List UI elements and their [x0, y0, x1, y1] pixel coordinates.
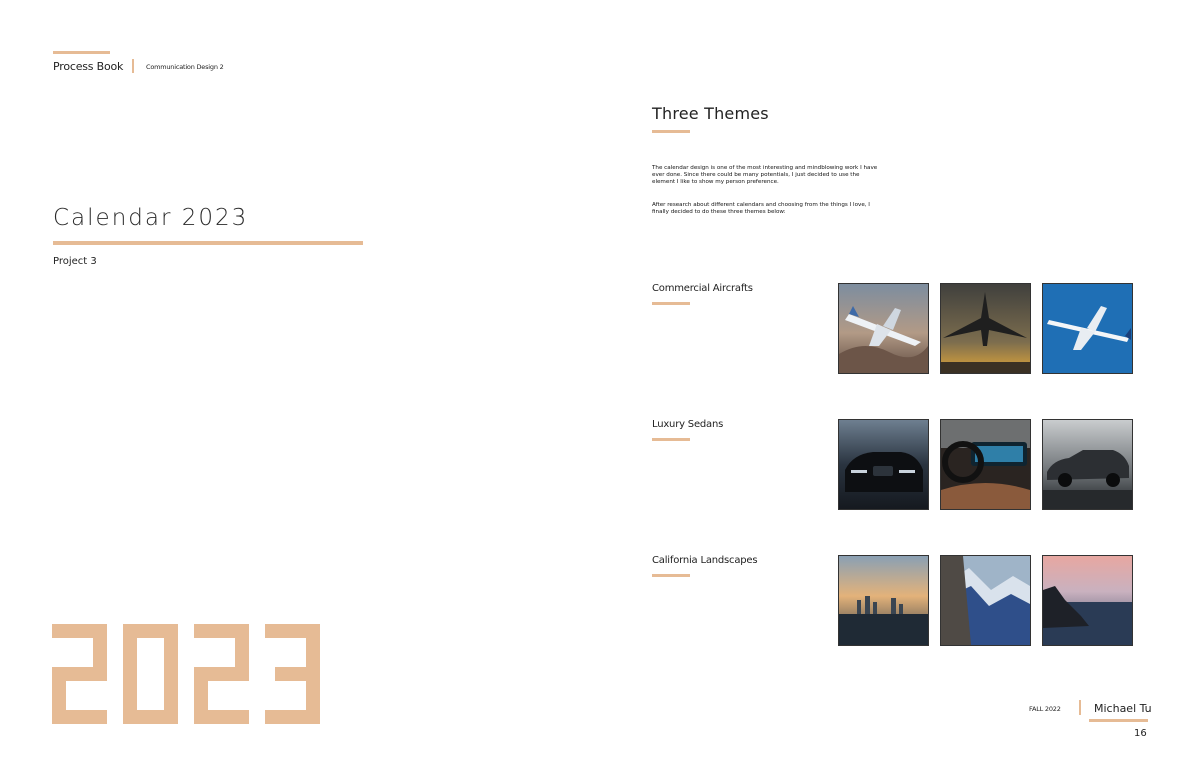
- landscape-photo-1: [838, 555, 929, 646]
- section-title-underline: [652, 130, 690, 133]
- landscape-photo-3: [1042, 555, 1133, 646]
- sedan-photo-3: [1042, 419, 1133, 510]
- intro-paragraph-2: After research about different calendars and choosing from the things I love, I finally decided to do these three themes below:: [652, 202, 870, 215]
- title-underline: [53, 241, 363, 245]
- course-name: Communication Design 2: [146, 63, 224, 71]
- theme-underline-landscapes: [652, 574, 690, 577]
- footer-underline: [1089, 719, 1148, 722]
- footer-author: Michael Tu: [1094, 702, 1152, 715]
- header-separator: [132, 59, 134, 73]
- sedan-photo-1: [838, 419, 929, 510]
- theme-label-sedans: Luxury Sedans: [652, 419, 724, 430]
- aircraft-photo-2: [940, 283, 1031, 374]
- header-accent-bar: [53, 51, 110, 54]
- intro-paragraph-1: The calendar design is one of the most interesting and mindblowing work I have ever done. Since there could be many potentials, I just decided to use the element I like to show my person preference.: [652, 165, 878, 185]
- footer-separator: [1079, 700, 1081, 715]
- book-title: Process Book: [53, 60, 124, 73]
- theme-label-aircraft: Commercial Aircrafts: [652, 283, 753, 294]
- big-year-text: [320, 624, 321, 625]
- project-label: Project 3: [53, 256, 97, 267]
- page-number: 16: [1134, 728, 1147, 739]
- theme-underline-aircraft: [652, 302, 690, 305]
- aircraft-photo-3: [1042, 283, 1133, 374]
- aircraft-photo-1: [838, 283, 929, 374]
- page-title: Calendar 2023: [53, 205, 249, 231]
- theme-label-landscapes: California Landscapes: [652, 555, 758, 566]
- section-title: Three Themes: [652, 104, 769, 123]
- footer-season: FALL 2022: [1029, 705, 1061, 713]
- landscape-photo-2: [940, 555, 1031, 646]
- sedan-photo-2: [940, 419, 1031, 510]
- theme-underline-sedans: [652, 438, 690, 441]
- big-year-graphic: [52, 624, 320, 728]
